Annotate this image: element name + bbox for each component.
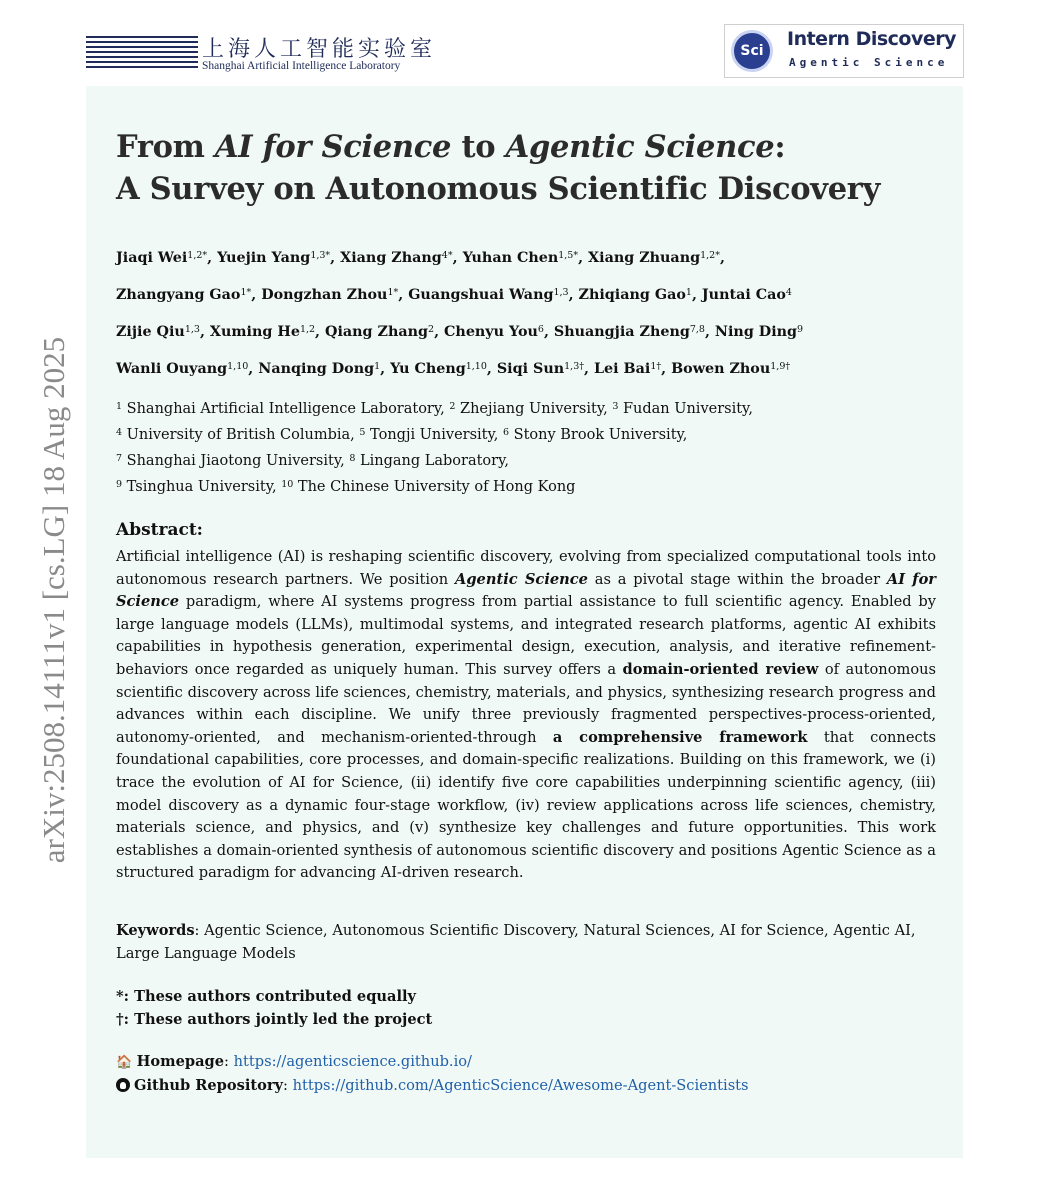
author-name: Zhiqiang Gao: [578, 287, 686, 303]
author-affil-mark: 2: [428, 324, 435, 335]
author-name: Yu Cheng: [390, 361, 466, 377]
joint-lead-note: †: These authors jointly led the project: [116, 1010, 433, 1028]
author-affil-mark: 4*: [441, 250, 453, 261]
author-line: Jiaqi Wei$^{1,2*}$, Yuejin Yang$^{1,3*}$, Xiang Zhang$^{4*}$, Yuhan Chen$^{1,5*}$, Xiang Zhuang$^{1,2*}$,: [116, 250, 725, 266]
github-link[interactable]: https://github.com/AgenticScience/Awesome-Agent-Scientists: [292, 1076, 749, 1094]
author-name: Yuhan Chen: [462, 250, 559, 266]
author-affil-mark: 1,2*: [700, 250, 720, 261]
affiliation-name: Stony Brook University: [513, 427, 683, 443]
lab-name-chinese: 上海人工智能实验室: [202, 37, 437, 62]
author-affil-mark: 1,9†: [770, 361, 791, 372]
author-name: Siqi Sun: [496, 361, 565, 377]
affiliation-number: 9: [116, 479, 123, 490]
affiliation-line: $^4$ University of British Columbia, $^5$ Tongji University, $^6$ Stony Brook University,: [116, 427, 688, 443]
github-icon: [116, 1078, 130, 1092]
affiliation-number: 7: [116, 453, 123, 464]
author-affil-mark: 6: [537, 324, 544, 335]
affiliation-list: [116, 396, 936, 500]
intern-discovery-logo: [724, 24, 964, 78]
homepage-label: Homepage: [136, 1052, 225, 1070]
shanghai-ai-lab-logo: [86, 30, 437, 78]
sci-badge-icon: Sci: [731, 30, 773, 72]
author-name: Jiaqi Wei: [116, 250, 188, 266]
affiliation-name: Shanghai Jiaotong University: [126, 453, 341, 469]
cover-panel: [86, 86, 963, 1158]
author-line: Wanli Ouyang$^{1,10}$, Nanqing Dong$^1$, Yu Cheng$^{1,10}$, Siqi Sun$^{1,3\dagger}$, Lei Bai$^{1\dagger}$, Bowen Zhou$^{1,9\dagger}$: [116, 361, 791, 377]
brand-title: Intern Discovery: [787, 28, 957, 50]
affiliation-name: Tsinghua University: [126, 479, 272, 495]
abstract-body: Artificial intelligence (AI) is reshaping scientific discovery, evolving from specialized computational tools into autonomous research partners. We position Agentic Science as a pivotal stage within the broader AI for Science paradigm, where AI systems progress from partial assistance to full scientific agency. Enabled by large language models (LLMs), multimodal systems, and integrated research platforms, agentic AI exhibits capabilities in hypothesis generation, experimental design, execution, analysis, and iterative refinement-behaviors once regarded as uniquely human. This survey offers a domain-oriented review of autonomous scientific discovery across life sciences, chemistry, materials, and physics, synthesizing research progress and advances within each discipline. We unify three previously fragmented perspectives-process-oriented, autonomy-oriented, and mechanism-oriented-through a comprehensive framework that connects foundational capabilities, core processes, and domain-specific realizations. Building on this framework, we (i) trace the evolution of AI for Science, (ii) identify five core capabilities underpinning scientific agency, (iii) model discovery as a dynamic four-stage workflow, (iv) review applications across life sciences, chemistry, materials science, and physics, and (v) synthesize key challenges and future opportunities. This work establishes a domain-oriented synthesis of autonomous scientific discovery and positions Agentic Science as a structured paradigm for advancing AI-driven research.: [116, 548, 936, 882]
title-line-2: A Survey on Autonomous Scientific Discovery: [116, 171, 881, 207]
author-affil-mark: 1,3*: [310, 250, 331, 261]
author-name: Guangshuai Wang: [408, 287, 554, 303]
homepage-link[interactable]: https://agenticscience.github.io/: [233, 1052, 472, 1070]
author-affil-mark: 7,8: [689, 324, 705, 335]
author-line: Zhangyang Gao$^{1*}$, Dongzhan Zhou$^{1*}$, Guangshuai Wang$^{1,3}$, Zhiqiang Gao$^1$, Juntai Cao$^4$: [116, 287, 792, 303]
lab-name-english: Shanghai Artificial Intelligence Laboratory: [202, 60, 401, 72]
author-name: Ning Ding: [714, 324, 798, 340]
author-list: [116, 240, 936, 388]
author-affil-mark: 4: [785, 287, 792, 298]
author-name: Nanqing Dong: [258, 361, 375, 377]
author-name: Dongzhan Zhou: [261, 287, 388, 303]
author-affil-mark: 1,5*: [558, 250, 579, 261]
affiliation-line: $^7$ Shanghai Jiaotong University, $^8$ Lingang Laboratory,: [116, 453, 509, 469]
affiliation-name: Tongji University: [370, 427, 494, 443]
author-affil-mark: 1: [685, 287, 692, 298]
github-label: Github Repository: [134, 1076, 284, 1094]
affiliation-number: 4: [116, 427, 123, 438]
title-line-1: From AI for Science to Agentic Science:: [116, 129, 786, 165]
author-name: Xuming He: [209, 324, 300, 340]
author-line: Zijie Qiu$^{1,3}$, Xuming He$^{1,2}$, Qiang Zhang$^2$, Chenyu You$^6$, Shuangjia Zheng$^{7,8}$, Ning Ding$^9$: [116, 324, 804, 340]
abstract-heading: Abstract:: [116, 520, 203, 540]
author-name: Xiang Zhuang: [588, 250, 701, 266]
author-name: Lei Bai: [593, 361, 651, 377]
affiliation-number: 1: [116, 401, 123, 412]
affiliation-name: The Chinese University of Hong Kong: [297, 479, 576, 495]
author-name: Wanli Ouyang: [116, 361, 228, 377]
affiliation-line: $^9$ Tsinghua University, $^{10}$ The Chinese University of Hong Kong: [116, 479, 576, 495]
affiliation-name: Fudan University: [622, 401, 749, 417]
author-name: Bowen Zhou: [671, 361, 771, 377]
author-name: Xiang Zhang: [340, 250, 442, 266]
cover-content: [116, 126, 936, 1097]
author-affil-mark: 1†: [650, 361, 662, 372]
affiliation-number: 2: [449, 401, 456, 412]
author-affil-mark: 1: [374, 361, 381, 372]
author-name: Yuejin Yang: [217, 250, 311, 266]
author-affil-mark: 1,10: [465, 361, 487, 372]
author-name: Zijie Qiu: [116, 324, 185, 340]
arxiv-id: arXiv:2508.14111v1 [cs.LG] 18 Aug 2025: [36, 336, 71, 864]
author-affil-mark: 1,10: [227, 361, 249, 372]
paper-title: [116, 126, 936, 210]
author-affil-mark: 1,2*: [187, 250, 208, 261]
author-name: Shuangjia Zheng: [553, 324, 690, 340]
affiliation-number: 10: [281, 479, 294, 490]
keywords: Keywords: Agentic Science, Autonomous Scientific Discovery, Natural Sciences, AI for Science, Agentic AI, Large Language Models: [116, 921, 916, 962]
author-affil-mark: 1,3: [553, 287, 569, 298]
author-affil-mark: 1,3†: [564, 361, 584, 372]
author-affil-mark: 1*: [387, 287, 399, 298]
affiliation-name: Shanghai Artificial Intelligence Laboratory: [126, 401, 441, 417]
affiliation-number: 5: [359, 427, 366, 438]
project-links: [116, 1050, 936, 1097]
author-affil-mark: 9: [797, 324, 804, 335]
affiliation-name: Lingang Laboratory: [359, 453, 505, 469]
homepage-row: 🏠 Homepage: https://agenticscience.github.io/: [116, 1050, 936, 1074]
author-name: Chenyu You: [444, 324, 538, 340]
affiliation-number: 6: [502, 427, 510, 438]
author-name: Zhangyang Gao: [116, 287, 241, 303]
affiliation-line: $^1$ Shanghai Artificial Intelligence Laboratory, $^2$ Zhejiang University, $^3$ Fudan University,: [116, 401, 753, 417]
author-name: Juntai Cao: [701, 287, 786, 303]
author-affil-mark: 1,3: [184, 324, 200, 335]
affiliation-number: 8: [349, 453, 356, 464]
author-affil-mark: 1,2: [299, 324, 316, 335]
house-icon: 🏠: [116, 1054, 133, 1070]
author-name: Qiang Zhang: [325, 324, 429, 340]
affiliation-name: University of British Columbia: [126, 427, 351, 443]
brand-subtitle: Agentic Science: [789, 56, 949, 69]
affiliation-number: 3: [612, 401, 619, 412]
author-affil-mark: 1*: [240, 287, 252, 298]
github-row: Github Repository: https://github.com/AgenticScience/Awesome-Agent-Scientists: [116, 1074, 936, 1097]
lab-logo-lines: [86, 36, 198, 72]
affiliation-name: Zhejiang University: [460, 401, 604, 417]
author-notes: [116, 985, 936, 1031]
equal-contribution-note: *: These authors contributed equally: [116, 987, 417, 1005]
